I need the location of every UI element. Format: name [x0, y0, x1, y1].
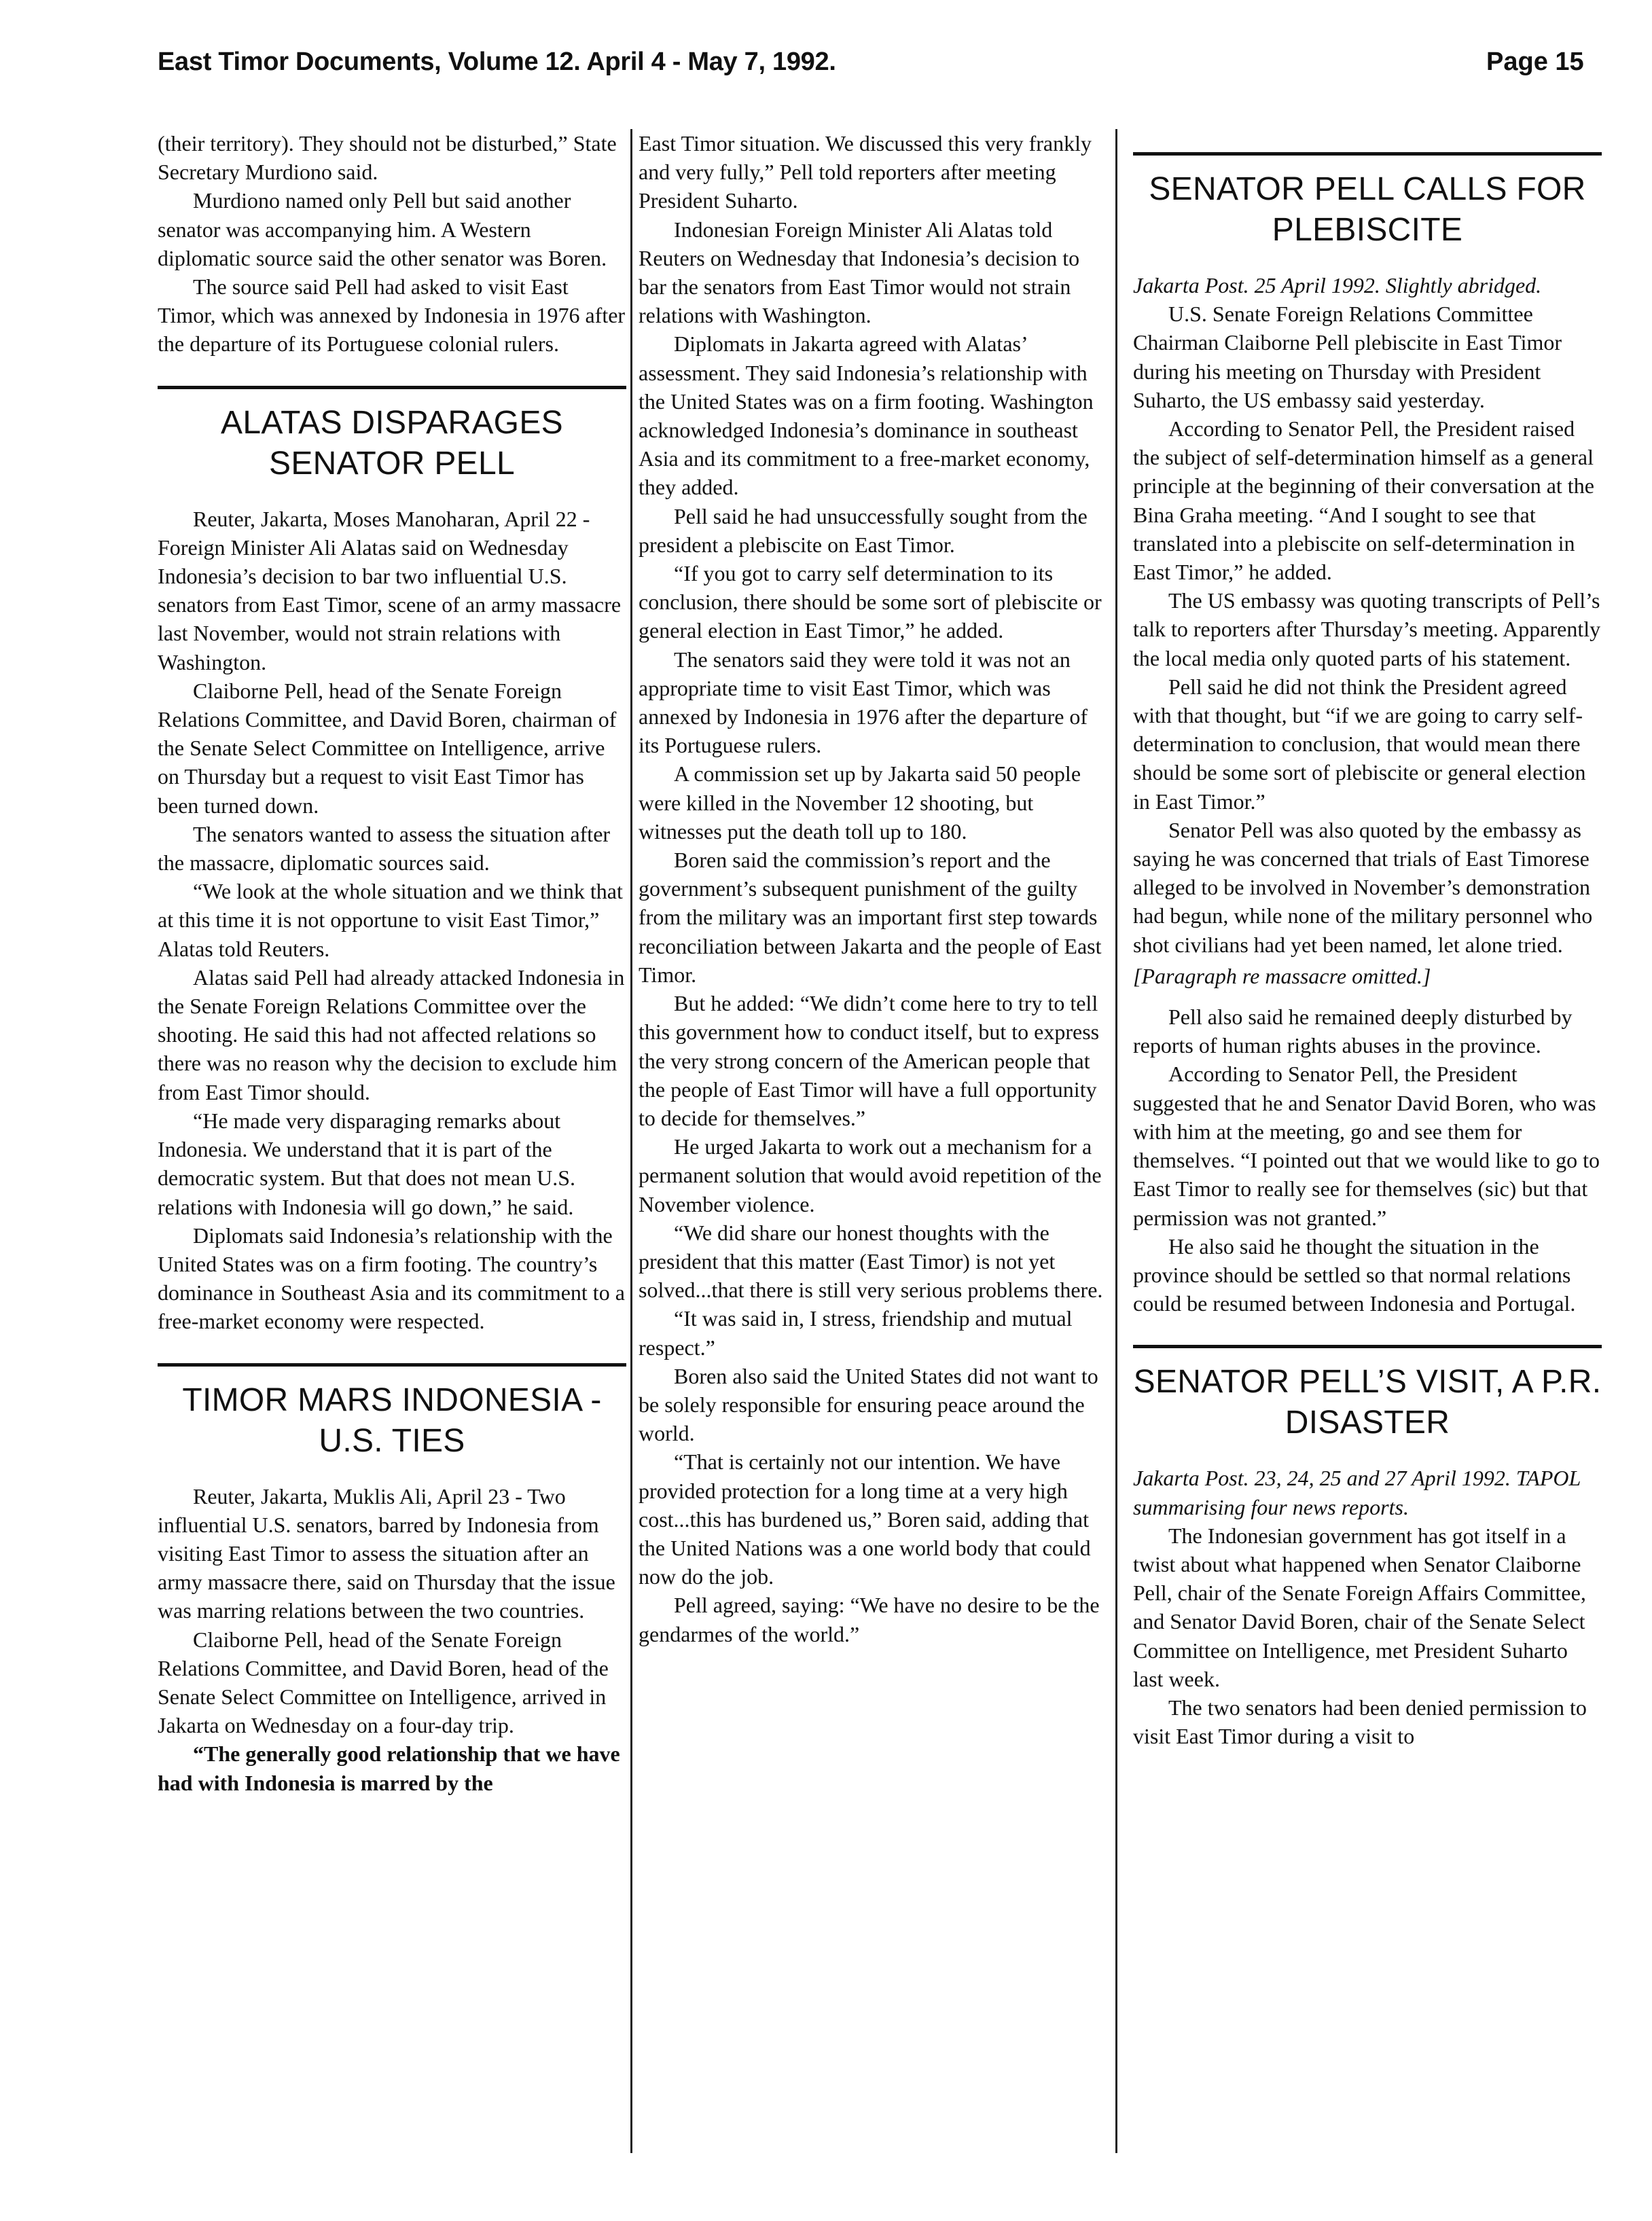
running-header-title: East Timor Documents, Volume 12. April 4 - May 7, 1992. [158, 48, 836, 76]
paragraph: But he added: “We didn’t come here to try to tell this government how to conduct itself, but to express the very strong concern of the American people that the people of East Timor will have a full opportunity to decide for themselves.” [639, 991, 1100, 1130]
paragraph: “We did share our honest thoughts with the president that this matter (East Timor) is not yet solved...that there is still very serious problems there. [639, 1220, 1103, 1303]
paragraph: The US embassy was quoting transcripts of Pell’s talk to reporters after Thursday’s meeting. Apparently the local media only quoted parts of his statement. [1133, 588, 1601, 670]
article-source: Jakarta Post. 25 April 1992. Slightly abridged. [1133, 273, 1542, 297]
paragraph: Pell said he did not think the President agreed with that thought, but “if we are going to carry self-determination to conclusion, that would mean there should be some sort of plebiscite or general election in East Timor.” [1133, 674, 1586, 814]
paragraph: Murdiono named only Pell but said another senator was accompanying him. A Western diplomatic source said the other senator was Boren. [158, 188, 607, 270]
paragraph: Senator Pell was also quoted by the embassy as saying he was concerned that trials of East Timorese alleged to be involved in November’s demonstration had begun, while none of the military personnel who shot civilians had yet been named, let alone tried. [1133, 817, 1593, 957]
column-divider-right [1115, 129, 1117, 2153]
paragraph: Claiborne Pell, head of the Senate Foreign Relations Committee, and David Boren, chairman of the Senate Select Committee on Intelligence, arrive on Thursday but a request to visit East Timor has been turned down. [158, 678, 617, 818]
paragraph: U.S. Senate Foreign Relations Committee Chairman Claiborne Pell plebiscite in East Timor during his meeting on Thursday with President Suharto, the US embassy said yesterday. [1133, 302, 1562, 412]
paragraph: “If you got to carry self determination to its conclusion, there should be some sort of plebiscite or general election in East Timor,” he added. [639, 561, 1102, 643]
section-divider [1133, 1345, 1602, 1348]
paragraph: Pell said he had unsuccessfully sought from the president a plebiscite on East Timor. [639, 503, 1088, 557]
article-headline: SENATOR PELL CALLS FOR PLEBISCITE [1149, 171, 1586, 248]
paragraph: Alatas said Pell had already attacked Indonesia in the Senate Foreign Relations Committee over the shooting. He said this had not affected relations so there was no reason why the decision to exclude him from East Timor should. [158, 964, 625, 1104]
paragraph: The two senators had been denied permission to visit East Timor during a visit to [1133, 1695, 1587, 1749]
paragraph: “He made very disparaging remarks about Indonesia. We understand that it is part of the democratic system. But that does not mean U.S. relations with Indonesia will go down,” he said. [158, 1108, 575, 1219]
column-1 [158, 129, 626, 1797]
column-divider-left [630, 129, 632, 2153]
paragraph: Diplomats in Jakarta agreed with Alatas’ assessment. They said Indonesia’s relationship with the United States was on a firm footing. Washington acknowledged Indonesia’s dominance in southeast Asia and its commitment to a free-market economy, they added. [639, 331, 1094, 500]
section-divider [158, 1363, 626, 1367]
paragraph: Pell also said he remained deeply disturbed by reports of human rights abuses in the province. [1133, 1005, 1573, 1058]
paragraph: According to Senator Pell, the President raised the subject of self-determination himself as a general principle at the beginning of their conversation at the Bina Graha meeting. “And I sought to see that translated into a plebiscite on self-determination in East Timor,” he added. [1133, 416, 1594, 585]
paragraph: “We look at the whole situation and we think that at this time it is not opportune to visit East Timor,” Alatas told Reuters. [158, 879, 623, 961]
paragraph: Pell agreed, saying: “We have no desire to be the gendarmes of the world.” [639, 1593, 1100, 1646]
paragraph: Reuter, Jakarta, Muklis Ali, April 23 - Two influential U.S. senators, barred by Indonesia from visiting East Timor to assess the situation after an army massacre there, said on Thursday that the issue was marring relations between the two countries. [158, 1483, 615, 1623]
paragraph: Indonesian Foreign Minister Ali Alatas told Reuters on Wednesday that Indonesia’s decision to bar the senators from East Timor would not strain relations with Washington. [639, 217, 1080, 328]
paragraph: He also said he thought the situation in the province should be settled so that normal relations could be resumed between Indonesia and Portugal. [1133, 1233, 1576, 1316]
paragraph: The Indonesian government has got itself in a twist about what happened when Senator Claiborne Pell, chair of the Senate Foreign Affairs Committee, and Senator David Boren, chair of the Senate Select Committee on Intelligence, met President Suharto last week. [1133, 1523, 1586, 1691]
paragraph: East Timor situation. We discussed this very frankly and very fully,” Pell told reporters after meeting President Suharto. [639, 131, 1092, 213]
article-headline: SENATOR PELL’S VISIT, A P.R. DISASTER [1133, 1364, 1602, 1441]
paragraph: Claiborne Pell, head of the Senate Foreign Relations Committee, and David Boren, head of the Senate Select Committee on Intelligence, arrived in Jakarta on Wednesday on a four-day trip. [158, 1627, 609, 1738]
column-3 [1133, 129, 1602, 1750]
article-source: Jakarta Post. 23, 24, 25 and 27 April 1992. TAPOL summarising four news reports. [1133, 1466, 1581, 1519]
paragraph: Diplomats said Indonesia’s relationship with the United States was on a firm footing. The country’s dominance in Southeast Asia and its commitment to a free-market economy were respected. [158, 1223, 625, 1334]
page-number: Page 15 [1486, 48, 1584, 76]
column-2 [639, 129, 1107, 1648]
paragraph: He urged Jakarta to work out a mechanism for a permanent solution that would avoid repetition of the November violence. [639, 1134, 1102, 1216]
paragraph: (their territory). They should not be disturbed,” State Secretary Murdiono said. [158, 131, 617, 185]
paragraph: Boren said the commission’s report and the government’s subsequent punishment of the guilty from the military was an important first step towards reconciliation between Jakarta and the people of East Timor. [639, 848, 1102, 987]
paragraph: Boren also said the United States did not want to be solely responsible for ensuring peace around the world. [639, 1363, 1098, 1446]
paragraph: “That is certainly not our intention. We have provided protection for a long time at a very high cost...this has burdened us,” Boren said, adding that the United Nations was a one world body that could now do the job. [639, 1449, 1091, 1589]
paragraph: Reuter, Jakarta, Moses Manoharan, April 22 - Foreign Minister Ali Alatas said on Wednesday Indonesia’s decision to bar two influential U.S. senators from East Timor, scene of an army massacre last November, would not strain relations with Washington. [158, 506, 622, 674]
article-headline: ALATAS DISPARAGES SENATOR PELL [221, 404, 563, 482]
section-divider [1133, 152, 1602, 156]
paragraph: The senators said they were told it was not an appropriate time to visit East Timor, which was annexed by Indonesia in 1976 after the departure of its Portuguese rulers. [639, 647, 1088, 758]
article-headline: TIMOR MARS INDONESIA - U.S. TIES [182, 1382, 602, 1459]
paragraph: The source said Pell had asked to visit East Timor, which was annexed by Indonesia in 1976 after the departure of its Portuguese colonial rulers. [158, 274, 626, 357]
paragraph: The senators wanted to assess the situation after the massacre, diplomatic sources said. [158, 821, 611, 875]
editorial-note: [Paragraph re massacre omitted.] [1133, 963, 1431, 988]
paragraph: “It was said in, I stress, friendship and mutual respect.” [639, 1306, 1073, 1360]
paragraph: “The generally good relationship that we have had with Indonesia is marred by the [158, 1741, 620, 1795]
paragraph: According to Senator Pell, the President suggested that he and Senator David Boren, who was with him at the meeting, go and see them for themselves. “I pointed out that we would like to go to East Timor to really see for themselves (sic) but that permission was not granted.” [1133, 1062, 1600, 1230]
paragraph: A commission set up by Jakarta said 50 people were killed in the November 12 shooting, but witnesses put the death toll up to 180. [639, 761, 1081, 844]
section-divider [158, 386, 626, 389]
